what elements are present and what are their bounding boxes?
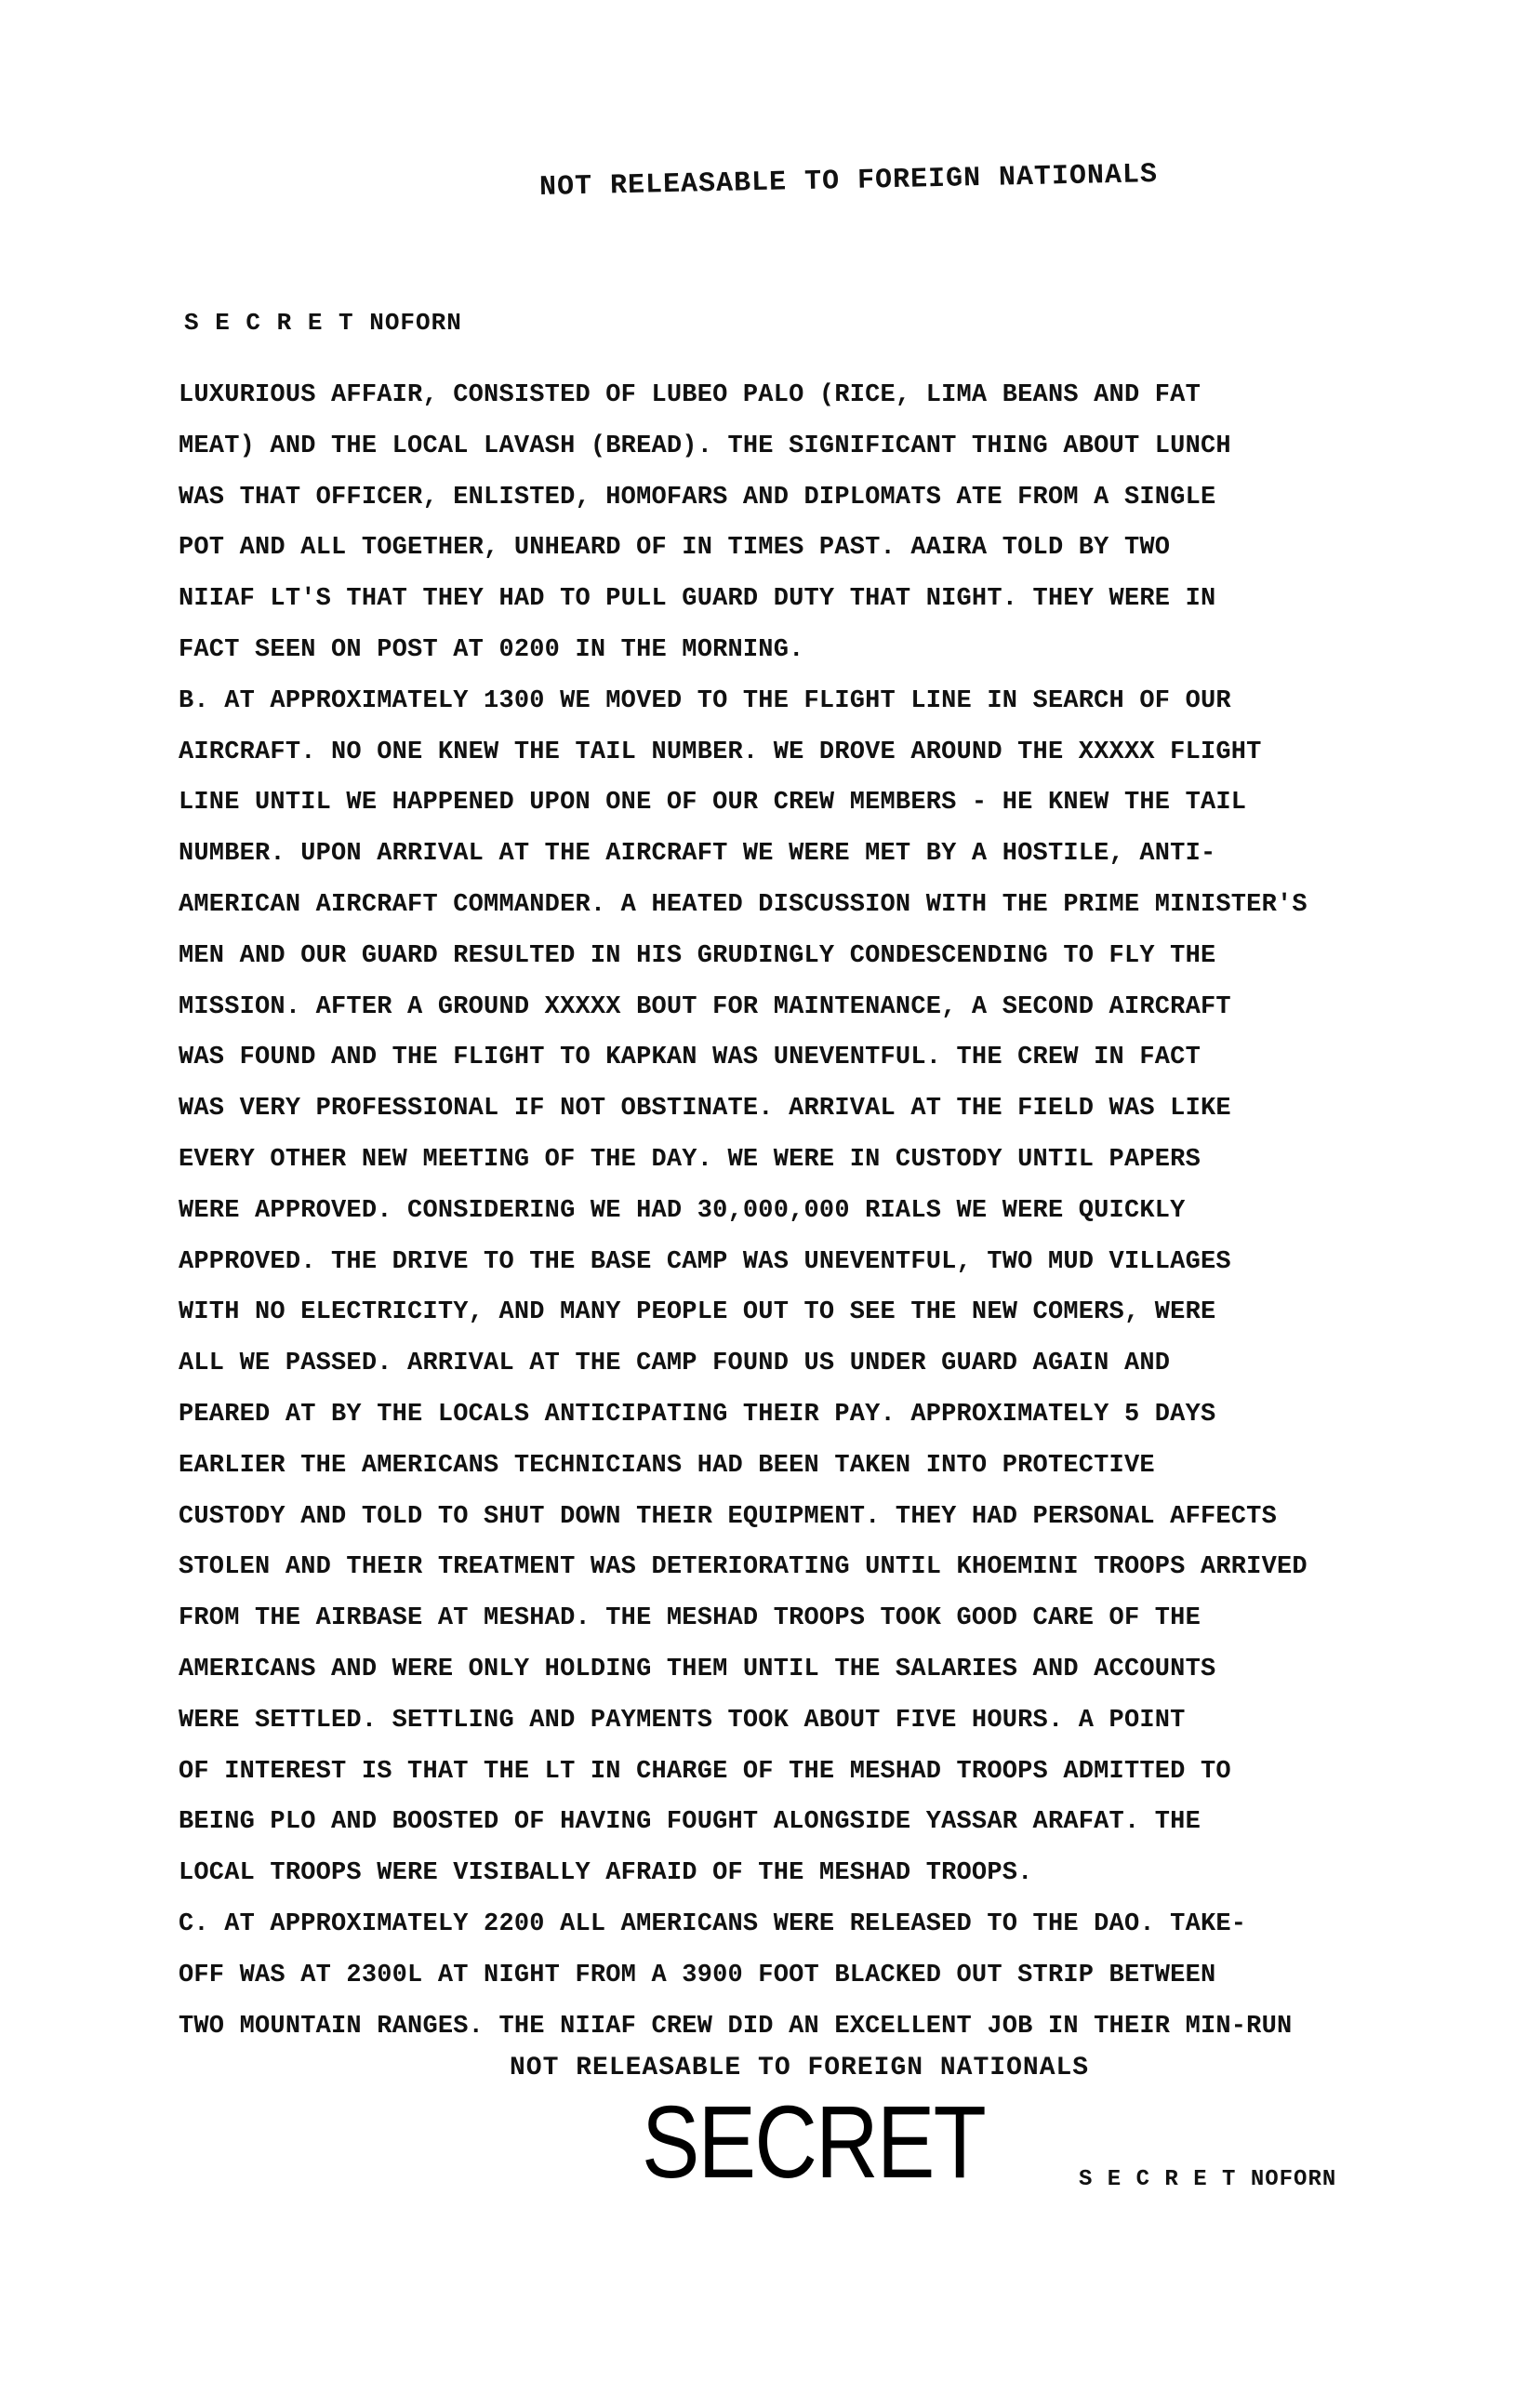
text-line: OF INTEREST IS THAT THE LT IN CHARGE OF THE MESHAD TROOPS ADMITTED TO <box>179 1757 1231 1786</box>
text-line: STOLEN AND THEIR TREATMENT WAS DETERIORATING UNTIL KHOEMINI TROOPS ARRIVED <box>179 1553 1308 1582</box>
text-line: PEARED AT BY THE LOCALS ANTICIPATING THEIR PAY. APPROXIMATELY 5 DAYS <box>179 1400 1216 1429</box>
text-line: APPROVED. THE DRIVE TO THE BASE CAMP WAS UNEVENTFUL, TWO MUD VILLAGES <box>179 1247 1231 1276</box>
text-line: BEING PLO AND BOOSTED OF HAVING FOUGHT ALONGSIDE YASSAR ARAFAT. THE <box>179 1808 1201 1837</box>
text-line: WITH NO ELECTRICITY, AND MANY PEOPLE OUT TO SEE THE NEW COMERS, WERE <box>179 1298 1216 1327</box>
text-line: MISSION. AFTER A GROUND XXXXX BOUT FOR MAINTENANCE, A SECOND AIRCRAFT <box>179 992 1231 1021</box>
text-line: B. AT APPROXIMATELY 1300 WE MOVED TO THE FLIGHT LINE IN SEARCH OF OUR <box>179 686 1231 715</box>
text-line: POT AND ALL TOGETHER, UNHEARD OF IN TIMES PAST. AAIRA TOLD BY TWO <box>179 534 1171 563</box>
text-line: OFF WAS AT 2300L AT NIGHT FROM A 3900 FOOT BLACKED OUT STRIP BETWEEN <box>179 1961 1216 1989</box>
text-line: ALL WE PASSED. ARRIVAL AT THE CAMP FOUND US UNDER GUARD AGAIN AND <box>179 1350 1171 1378</box>
text-line: MEAT) AND THE LOCAL LAVASH (BREAD). THE SIGNIFICANT THING ABOUT LUNCH <box>179 432 1231 460</box>
secret-stamp: SECRET <box>642 2085 986 2200</box>
text-line: CUSTODY AND TOLD TO SHUT DOWN THEIR EQUIPMENT. THEY HAD PERSONAL AFFECTS <box>179 1502 1277 1531</box>
text-line: MEN AND OUR GUARD RESULTED IN HIS GRUDINGLY CONDESCENDING TO FLY THE <box>179 941 1216 970</box>
text-line: WERE APPROVED. CONSIDERING WE HAD 30,000,000 RIALS WE WERE QUICKLY <box>179 1196 1186 1225</box>
text-line: EARLIER THE AMERICANS TECHNICIANS HAD BEEN TAKEN INTO PROTECTIVE <box>179 1451 1155 1480</box>
text-line: NUMBER. UPON ARRIVAL AT THE AIRCRAFT WE WERE MET BY A HOSTILE, ANTI- <box>179 840 1216 869</box>
text-line: TWO MOUNTAIN RANGES. THE NIIAF CREW DID AN EXCELLENT JOB IN THEIR MIN-RUN <box>179 2012 1293 2041</box>
text-line: LOCAL TROOPS WERE VISIBALLY AFRAID OF THE MESHAD TROOPS. <box>179 1859 1033 1888</box>
text-line: NIIAF LT'S THAT THEY HAD TO PULL GUARD DUTY THAT NIGHT. THEY WERE IN <box>179 585 1216 614</box>
footer-classification: S E C R E T NOFORN <box>1079 2167 1337 2192</box>
text-line: AMERICAN AIRCRAFT COMMANDER. A HEATED DISCUSSION WITH THE PRIME MINISTER'S <box>179 890 1308 919</box>
bottom-handling-caveat: NOT RELEASABLE TO FOREIGN NATIONALS <box>510 2054 1090 2082</box>
body-text <box>179 370 1480 2052</box>
text-line: FROM THE AIRBASE AT MESHAD. THE MESHAD TROOPS TOOK GOOD CARE OF THE <box>179 1604 1201 1633</box>
top-handling-caveat: NOT RELEASABLE TO FOREIGN NATIONALS <box>538 159 1159 204</box>
text-line: LINE UNTIL WE HAPPENED UPON ONE OF OUR CREW MEMBERS - HE KNEW THE TAIL <box>179 789 1247 818</box>
text-line: C. AT APPROXIMATELY 2200 ALL AMERICANS WERE RELEASED TO THE DAO. TAKE- <box>179 1909 1247 1938</box>
text-line: WERE SETTLED. SETTLING AND PAYMENTS TOOK ABOUT FIVE HOURS. A POINT <box>179 1706 1186 1735</box>
text-line: FACT SEEN ON POST AT 0200 IN THE MORNING. <box>179 635 804 664</box>
text-line: AMERICANS AND WERE ONLY HOLDING THEM UNTIL THE SALARIES AND ACCOUNTS <box>179 1655 1216 1683</box>
text-line: WAS THAT OFFICER, ENLISTED, HOMOFARS AND DIPLOMATS ATE FROM A SINGLE <box>179 483 1216 512</box>
text-line: LUXURIOUS AFFAIR, CONSISTED OF LUBEO PALO (RICE, LIMA BEANS AND FAT <box>179 381 1201 409</box>
header-classification: S E C R E T NOFORN <box>184 309 462 337</box>
text-line: AIRCRAFT. NO ONE KNEW THE TAIL NUMBER. WE DROVE AROUND THE XXXXX FLIGHT <box>179 738 1262 766</box>
text-line: EVERY OTHER NEW MEETING OF THE DAY. WE WERE IN CUSTODY UNTIL PAPERS <box>179 1145 1201 1174</box>
text-line: WAS FOUND AND THE FLIGHT TO KAPKAN WAS UNEVENTFUL. THE CREW IN FACT <box>179 1044 1201 1072</box>
text-line: WAS VERY PROFESSIONAL IF NOT OBSTINATE. ARRIVAL AT THE FIELD WAS LIKE <box>179 1095 1231 1124</box>
